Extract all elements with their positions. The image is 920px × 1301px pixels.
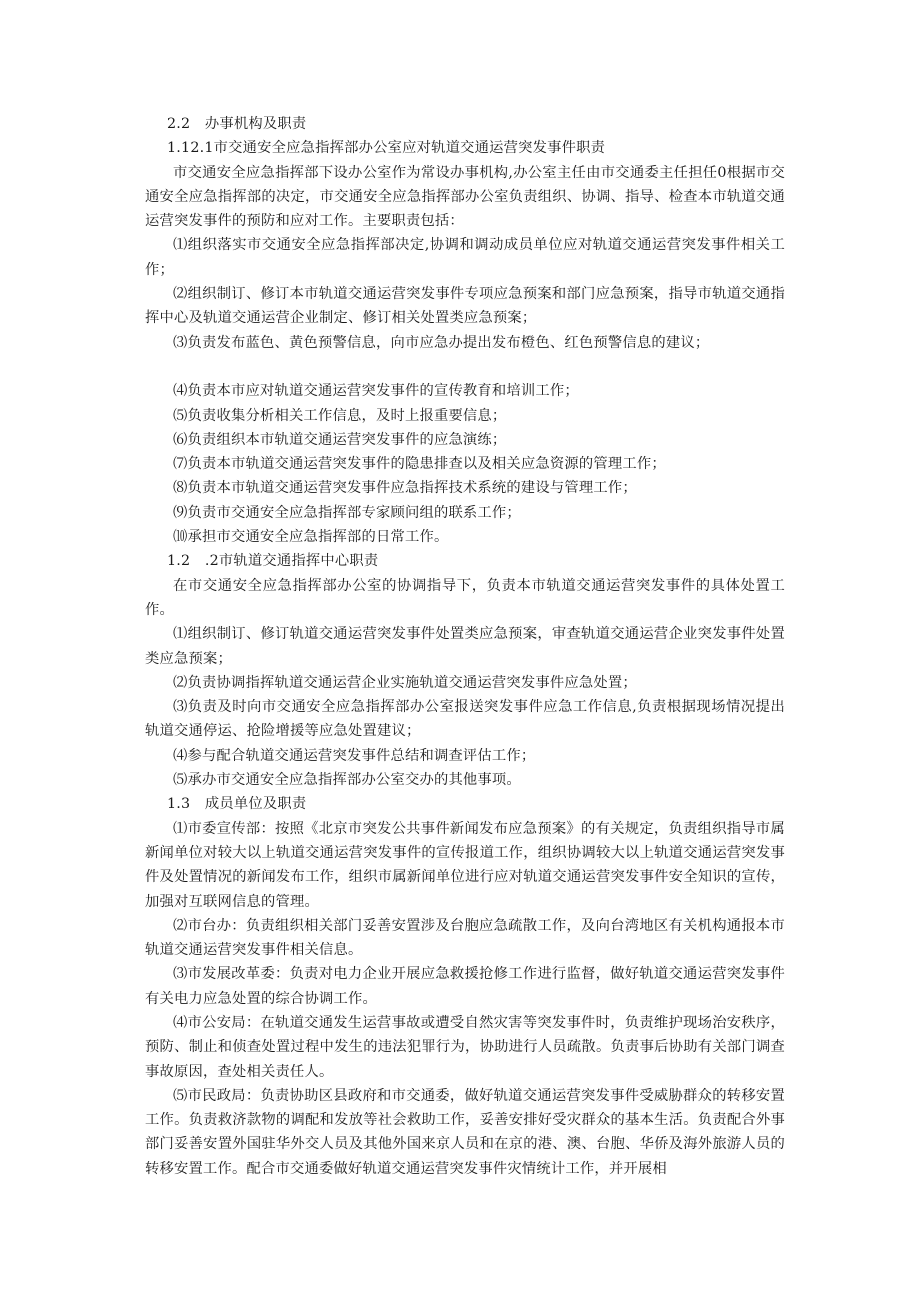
list-item-member-2: ⑵市台办：负责组织相关部门妥善安置涉及台胞应急疏散工作，及向台湾地区有关机构通报本市轨道交通运营突发事件相关信息。: [145, 917, 785, 959]
list-item-member-3: ⑶市发展改革委：负责对电力企业开展应急救援抢修工作进行监督，做好轨道交通运营突发事件有关电力应急处置的综合协调工作。: [145, 966, 785, 1007]
list-item-member-5: ⑸市民政局：负责协助区县政府和市交通委，做好轨道交通运营突发事件受威胁群众的转移安置工作。负责救济款物的调配和发放等社会救助工作，妥善安排好受灾群众的基本生活。负责配合外事部门妥善安置外国驻华外交人员及其他外国来京人员和在京的港、澳、台胞、华侨及海外旅游人员的转移安置工作。配合市交通委做好轨道交通运营突发事件灾情统计工作，并开展相: [145, 1087, 785, 1177]
list-item-member-4: ⑷市公安局：在轨道交通发生运营事故或遭受自然灾害等突发事件时，负责维护现场治安秩序，预防、制止和侦查处置过程中发生的违法犯罪行为，协助进行人员疏散。负责事后协助有关部门调查事故原因，查处相关责任人。: [145, 1014, 785, 1080]
list-item-office-duty-3: ⑶负责发布蓝色、黄色预警信息，向市应急办提出发布橙色、红色预警信息的建议；: [173, 334, 710, 351]
list-item-center-duty-2: ⑵负责协调指挥轨道交通运营企业实施轨道交通运营突发事件应急处置；: [173, 674, 637, 691]
section-heading-2-2: 2.2 办事机构及职责: [167, 116, 307, 132]
list-item-office-duty-7: ⑺负责本市轨道交通运营突发事件的隐患排查以及相关应急资源的管理工作；: [173, 456, 666, 473]
list-item-center-duty-1: ⑴组织制订、修订轨道交通运营突发事件处置类应急预案，审查轨道交通运营企业突发事件处置类应急预案；: [145, 626, 785, 667]
list-item-office-duty-6: ⑹负责组织本市轨道交通运营突发事件的应急演练；: [173, 431, 507, 448]
section-heading-1-3: 1.3 成员单位及职责: [167, 796, 307, 813]
list-item-office-duty-8: ⑻负责本市轨道交通运营突发事件应急指挥技术系统的建设与管理工作；: [173, 480, 637, 497]
list-item-office-duty-1: ⑴组织落实市交通安全应急指挥部决定,协调和调动成员单位应对轨道交通运营突发事件相关工作；: [145, 237, 785, 278]
list-item-office-duty-5: ⑸负责收集分析相关工作信息，及时上报重要信息；: [173, 407, 507, 424]
paragraph-office-intro: 市交通安全应急指挥部下设办公室作为常设办事机构,办公室主任由市交通委主任担任0根据市交通安全应急指挥部的决定，市交通安全应急指挥部办公室负责组织、协调、指导、检查本市轨道交通运营突发事件的预防和应对工作。主要职责包括：: [145, 164, 785, 230]
list-item-center-duty-5: ⑸承办市交通安全应急指挥部办公室交办的其他事项。: [173, 772, 521, 789]
list-item-center-duty-3: ⑶负责及时向市交通安全应急指挥部办公室报送突发事件应急工作信息,负责根据现场情况提出轨道交通停运、抢险增援等应急处置建议；: [145, 699, 785, 740]
list-item-center-duty-4: ⑷参与配合轨道交通运营突发事件总结和调查评估工作；: [173, 747, 536, 764]
list-item-office-duty-2: ⑵组织制订、修订本市轨道交通运营突发事件专项应急预案和部门应急预案，指导市轨道交通指挥中心及轨道交通运营企业制定、修订相关处置类应急预案；: [145, 286, 785, 327]
list-item-office-duty-10: ⑽承担市交通安全应急指挥部的日常工作。: [173, 529, 449, 546]
paragraph-command-center-intro: 在市交通安全应急指挥部办公室的协调指导下，负责本市轨道交通运营突发事件的具体处置工作。: [145, 577, 785, 618]
section-heading-1-2-2: 1.2 .2市轨道交通指挥中心职责: [167, 553, 379, 570]
section-heading-1-12-1: 1.12.1市交通安全应急指挥部办公室应对轨道交通运营突发事件职责: [167, 140, 606, 157]
list-item-member-1: ⑴市委宣传部：按照《北京市突发公共事件新闻发布应急预案》的有关规定，负责组织指导市属新闻单位对较大以上轨道交通运营突发事件的宣传报道工作，组织协调较大以上轨道交通运营突发事件及处置情况的新闻发布工作，组织市属新闻单位进行应对轨道交通运营突发事件安全知识的宣传，加强对互联网信息的管理。: [145, 820, 785, 910]
blank-line: [145, 355, 785, 379]
document-body: [145, 112, 785, 1181]
list-item-office-duty-9: ⑼负责市交通安全应急指挥部专家顾问组的联系工作；: [173, 504, 521, 521]
list-item-office-duty-4: ⑷负责本市应对轨道交通运营突发事件的宣传教育和培训工作；: [173, 383, 579, 400]
